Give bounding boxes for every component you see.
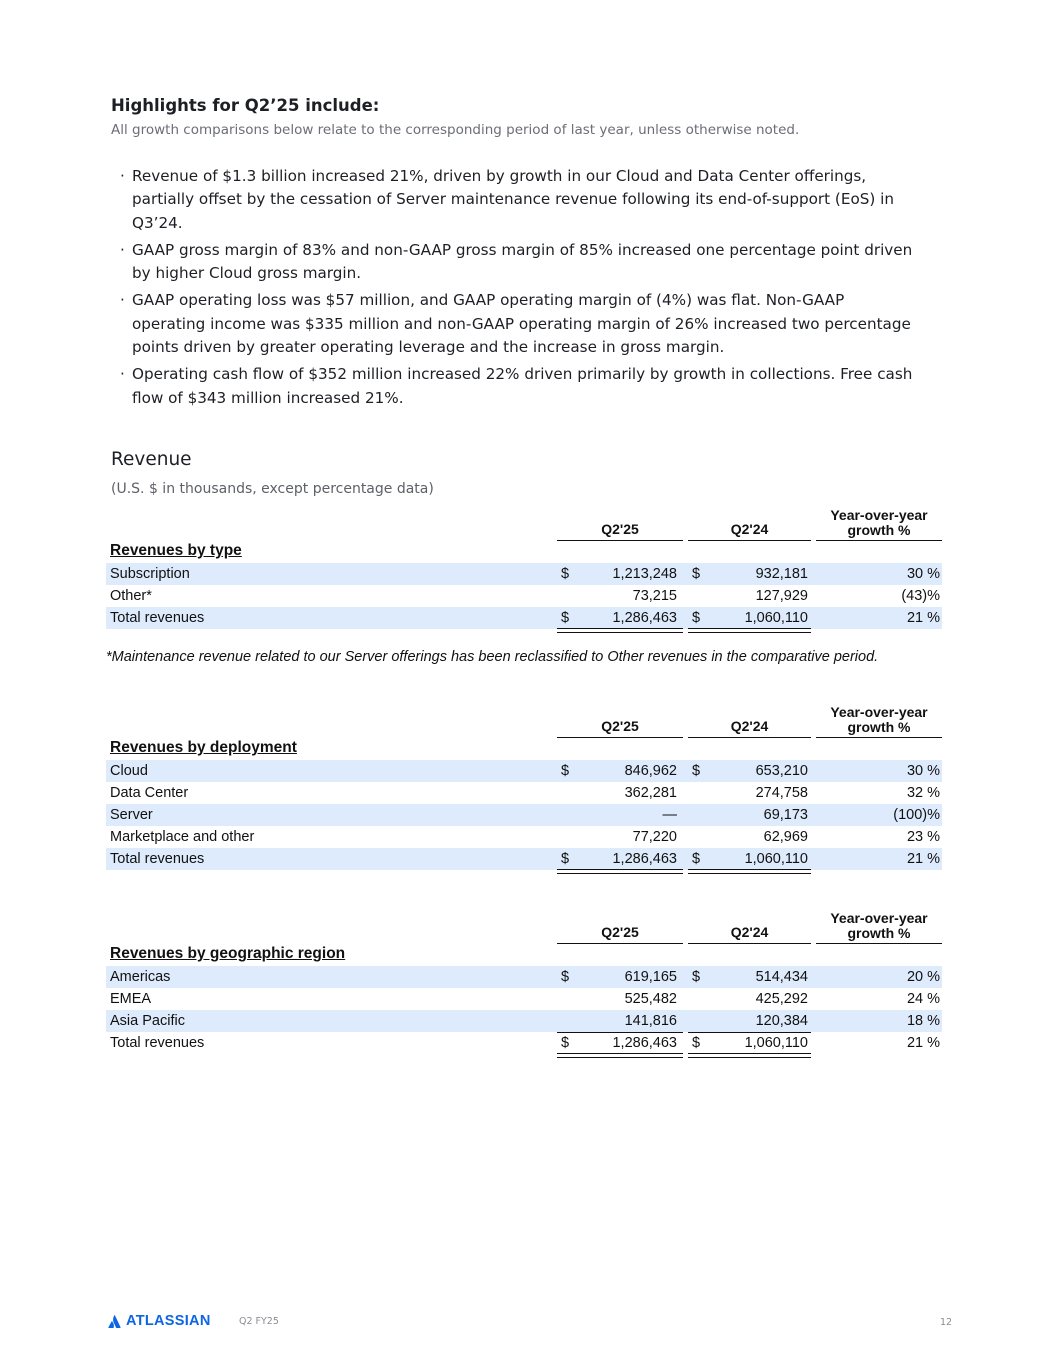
- header-underline: [688, 737, 811, 738]
- highlights-title: Highlights for Q2’25 include:: [111, 96, 380, 115]
- growth-header-line2: growth %: [847, 925, 911, 941]
- column-header-growth: [816, 911, 942, 941]
- value-current: 619,165: [624, 969, 677, 985]
- value-current: 77,220: [632, 829, 677, 845]
- value-current: 1,286,463: [612, 610, 677, 626]
- logo-wordmark: ATLASSIAN: [126, 1313, 211, 1329]
- currency-symbol: $: [561, 851, 570, 867]
- currency-symbol: $: [692, 610, 701, 626]
- row-label: Other*: [110, 588, 152, 604]
- growth-percent: 20 %: [906, 969, 940, 985]
- total-double-rule: [688, 628, 811, 633]
- table-row: [106, 826, 942, 848]
- row-label: Total revenues: [110, 610, 205, 626]
- growth-percent: 30 %: [906, 566, 940, 582]
- highlight-bullet: · Operating cash flow of $352 million increased 22% driven primarily by growth in collections. Free cash flow of $343 million increased 21%.: [120, 363, 920, 410]
- value-prior: 514,434: [755, 969, 808, 985]
- currency-symbol: $: [692, 851, 701, 867]
- value-current: 1,286,463: [612, 1035, 677, 1051]
- value-current: 1,213,248: [612, 566, 677, 582]
- header-underline: [816, 540, 942, 541]
- currency-symbol: $: [561, 610, 570, 626]
- column-header-prior: Q2'24: [730, 521, 769, 537]
- growth-percent: 21 %: [906, 610, 940, 626]
- row-label: Americas: [110, 969, 171, 985]
- growth-percent: 32 %: [906, 785, 940, 801]
- value-prior: 1,060,110: [744, 610, 808, 626]
- value-prior: 1,060,110: [744, 1035, 808, 1051]
- currency-symbol: $: [561, 969, 570, 985]
- growth-header-line2: growth %: [847, 719, 911, 735]
- highlights-subtitle: All growth comparisons below relate to the corresponding period of last year, unless otherwise noted.: [111, 122, 800, 138]
- value-prior: 1,060,110: [744, 851, 808, 867]
- atlassian-logo: [108, 1313, 211, 1329]
- section-title: Revenues by deployment: [110, 739, 297, 756]
- total-row: [106, 848, 942, 870]
- value-prior: 62,969: [763, 829, 808, 845]
- section-title: Revenues by type: [110, 542, 242, 559]
- highlight-bullet: · GAAP operating loss was $57 million, and GAAP operating margin of (4%) was flat. Non-GAAP operating income was $335 million and non-GAAP operating margin of 26% increased two percentage points driven by greater operating leverage and the increase in gross margin.: [120, 289, 920, 359]
- column-header-growth: [816, 705, 942, 735]
- total-double-rule: [557, 628, 683, 633]
- value-prior: 425,292: [755, 991, 808, 1007]
- growth-percent: 21 %: [906, 1035, 940, 1051]
- growth-percent: (100)%: [893, 807, 940, 823]
- row-label: Subscription: [110, 566, 190, 582]
- header-underline: [688, 943, 811, 944]
- currency-symbol: $: [561, 763, 570, 779]
- growth-percent: (43)%: [901, 588, 940, 604]
- column-header-current: Q2'25: [601, 924, 639, 940]
- currency-symbol: $: [692, 566, 701, 582]
- value-prior: 120,384: [755, 1013, 808, 1029]
- footnote: *Maintenance revenue related to our Server offerings has been reclassified to Other revenues in the comparative period.: [106, 649, 879, 665]
- growth-percent: 21 %: [906, 851, 940, 867]
- header-underline: [557, 540, 683, 541]
- value-current: 1,286,463: [612, 851, 677, 867]
- row-label: Data Center: [110, 785, 189, 801]
- total-row: [106, 607, 942, 629]
- row-label: Server: [110, 807, 153, 823]
- growth-header-line1: Year-over-year: [830, 910, 928, 926]
- value-prior: 69,173: [763, 807, 808, 823]
- growth-header-line1: Year-over-year: [830, 507, 928, 523]
- growth-percent: 24 %: [906, 991, 940, 1007]
- header-underline: [816, 943, 942, 944]
- row-label: Marketplace and other: [110, 829, 255, 845]
- row-label: Total revenues: [110, 1035, 205, 1051]
- revenue-subtitle: (U.S. $ in thousands, except percentage data): [111, 481, 434, 497]
- value-current: 141,816: [624, 1013, 677, 1029]
- currency-symbol: $: [561, 566, 570, 582]
- section-title: Revenues by geographic region: [110, 945, 346, 962]
- column-header-prior: Q2'24: [730, 718, 769, 734]
- currency-symbol: $: [692, 1035, 701, 1051]
- value-current: 846,962: [624, 763, 677, 779]
- growth-percent: 23 %: [906, 829, 940, 845]
- highlight-bullet: · Revenue of $1.3 billion increased 21%, driven by growth in our Cloud and Data Center offerings, partially offset by the cessation of Server maintenance revenue following its end-of-support (EoS) in Q3’24.: [120, 165, 920, 235]
- row-label: EMEA: [110, 991, 152, 1007]
- value-prior: 932,181: [755, 566, 808, 582]
- page-number: 12: [940, 1317, 953, 1328]
- table-row: [106, 760, 942, 782]
- total-double-rule: [557, 1053, 683, 1058]
- table-row: [106, 988, 942, 1010]
- column-header-current: Q2'25: [601, 521, 639, 537]
- row-label: Cloud: [110, 763, 148, 779]
- column-header-current: Q2'25: [601, 718, 639, 734]
- total-row: [106, 1032, 942, 1054]
- table-row: [106, 782, 942, 804]
- row-label: Asia Pacific: [110, 1013, 185, 1029]
- value-prior: 127,929: [755, 588, 808, 604]
- growth-header-line1: Year-over-year: [830, 704, 928, 720]
- total-double-rule: [688, 869, 811, 874]
- report-period: Q2 FY25: [239, 1316, 279, 1327]
- table-row: [106, 1010, 942, 1032]
- header-underline: [816, 737, 942, 738]
- revenue-title: Revenue: [111, 449, 192, 470]
- value-prior: 653,210: [755, 763, 808, 779]
- header-underline: [688, 540, 811, 541]
- atlassian-logo-icon: [108, 1315, 121, 1328]
- table-row: [106, 966, 942, 988]
- value-current: —: [662, 807, 677, 823]
- column-header-growth: [816, 508, 942, 538]
- total-double-rule: [688, 1053, 811, 1058]
- header-underline: [557, 737, 683, 738]
- row-label: Total revenues: [110, 851, 205, 867]
- column-header-prior: Q2'24: [730, 924, 769, 940]
- highlights-list: [120, 165, 920, 414]
- value-current: 525,482: [624, 991, 677, 1007]
- value-current: 362,281: [624, 785, 677, 801]
- value-current: 73,215: [632, 588, 677, 604]
- currency-symbol: $: [692, 763, 701, 779]
- table-row: [106, 563, 942, 585]
- growth-header-line2: growth %: [847, 522, 911, 538]
- currency-symbol: $: [561, 1035, 570, 1051]
- currency-symbol: $: [692, 969, 701, 985]
- total-double-rule: [557, 869, 683, 874]
- growth-percent: 30 %: [906, 763, 940, 779]
- table-row: [106, 585, 942, 607]
- table-row: [106, 804, 942, 826]
- highlight-bullet: · GAAP gross margin of 83% and non-GAAP gross margin of 85% increased one percentage point driven by higher Cloud gross margin.: [120, 239, 920, 286]
- header-underline: [557, 943, 683, 944]
- growth-percent: 18 %: [906, 1013, 940, 1029]
- value-prior: 274,758: [755, 785, 808, 801]
